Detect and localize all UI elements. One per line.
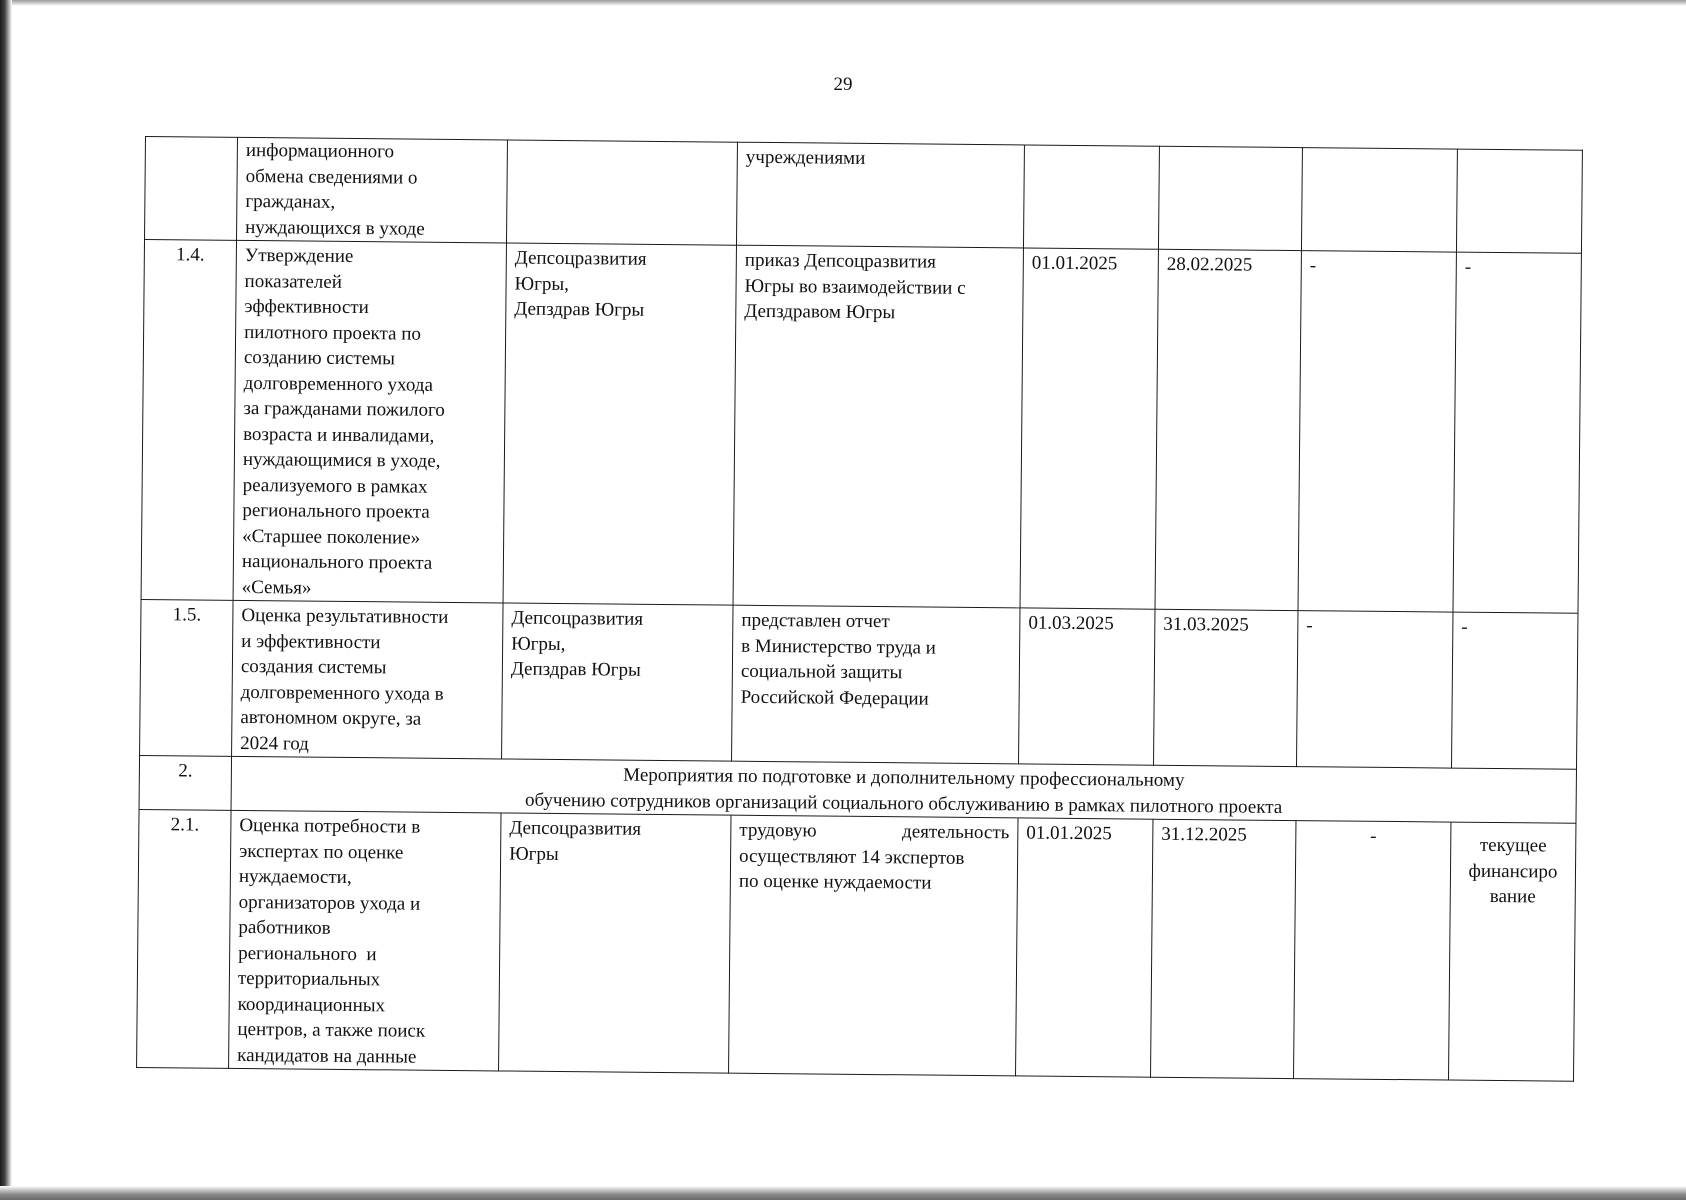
table-row [137, 809, 1576, 1081]
text-line: создания системы [240, 655, 387, 679]
text-line: за гражданами пожилого [243, 397, 445, 421]
text-line: Депсоцразвития [514, 247, 647, 270]
activity-cell [233, 240, 506, 603]
text-line: учреждениями [745, 146, 866, 169]
table-row [145, 137, 1583, 254]
text-line: трудовую деятельность [739, 819, 1010, 844]
text-line: осуществляют 14 экспертов [739, 845, 965, 869]
text-line: Депздрав Югры [510, 658, 641, 681]
text-line: приказ Депсоцразвития [744, 249, 937, 273]
text-line: регионального проекта [242, 499, 430, 523]
text-line: созданию системы [243, 346, 396, 370]
text-line: долговременного ухода [243, 372, 434, 396]
col8-cell [1448, 822, 1575, 1081]
text-line: нуждаемости, [238, 865, 352, 889]
text-line: кандидатов на данные [237, 1044, 417, 1068]
text-line: социальной защиты [740, 660, 903, 684]
text-line: Оценка результативности [241, 604, 449, 628]
executor-cell [503, 243, 736, 605]
col8-cell [1451, 612, 1577, 769]
text-line: реализуемого в рамках [242, 474, 428, 498]
scan-edge-left [0, 0, 12, 1200]
text-line: «Семья» [241, 576, 312, 599]
activity-cell [237, 137, 508, 243]
section-title-line: Мероприятия по подготовке и дополнительному профессиональному [623, 764, 1185, 792]
section-title-line: обучению сотрудников организаций социального обслуживанию в рамках пилотного проекта [524, 789, 1283, 818]
text-line: организаторов ухода и [238, 891, 421, 915]
text-line: Депсоцразвития [511, 607, 644, 630]
col7-cell: - [1298, 251, 1456, 612]
col8-cell [1453, 252, 1581, 613]
table-row [141, 240, 1581, 614]
scan-edge-bottom [0, 1186, 1686, 1200]
row-number-cell [145, 137, 238, 241]
text-line: Депсоцразвития [509, 817, 642, 840]
start-date-cell [1023, 145, 1159, 249]
start-date-cell: 01.01.2025 [1016, 818, 1153, 1077]
text-line: нуждающихся в уходе [245, 216, 425, 240]
end-date-cell: 31.12.2025 [1151, 819, 1296, 1078]
executor-cell [506, 140, 737, 245]
text-line: текущее [1479, 834, 1547, 857]
text-line: экспертах по оценке [239, 840, 404, 864]
text-line: национального проекта [241, 550, 433, 574]
text-line: Оценка потребности в [239, 814, 421, 838]
scan-edge-top [0, 0, 1686, 6]
text-line: нуждающимися в уходе, [242, 448, 441, 472]
start-date-cell: 01.01.2025 [1020, 248, 1158, 609]
text-line: Депздравом Югры [744, 300, 896, 324]
page-number: 29 [833, 74, 853, 95]
executor-cell [499, 813, 731, 1073]
text-line: Югры [509, 843, 559, 865]
text-line: долговременного ухода в [240, 681, 444, 705]
text-line: - [1461, 616, 1468, 638]
text-line: по оценке нуждаемости [738, 870, 932, 894]
text-line: обмена сведениями о [245, 165, 418, 189]
text-line: гражданах, [245, 190, 336, 213]
text-line: пилотного проекта по [244, 321, 422, 345]
text-line: в Министерство труда и [741, 635, 936, 659]
text-line: - [1464, 256, 1472, 278]
text-line: центров, а также поиск [237, 1018, 426, 1042]
text-line: Утверждение [244, 244, 354, 268]
text-line: регионального и [238, 942, 377, 965]
result-cell [729, 815, 1018, 1076]
text-line: и эффективности [241, 630, 381, 653]
text-line: представлен отчет [741, 609, 890, 633]
result-cell [736, 142, 1024, 248]
text-line: автономном округе, за [240, 706, 422, 730]
text-line: «Старшее поколение» [242, 525, 421, 549]
text-line: возраста и инвалидами, [243, 423, 435, 447]
end-date-cell: 28.02.2025 [1155, 249, 1301, 610]
table-row [140, 599, 1578, 769]
end-date-cell: 31.03.2025 [1154, 609, 1298, 766]
result-cell [733, 245, 1023, 608]
text-line: Югры во взаимодействии с [744, 275, 966, 299]
text-line: координационных [237, 993, 386, 1016]
text-line: показателей [244, 270, 343, 293]
measures-table [136, 136, 1583, 1082]
text-line: Депздрав Югры [514, 298, 645, 321]
start-date-cell: 01.03.2025 [1019, 608, 1155, 765]
text-line: финансиро [1468, 860, 1558, 883]
text-line: эффективности [244, 295, 369, 319]
row-number-cell: 1.5. [140, 599, 233, 756]
text-line: вание [1489, 885, 1536, 908]
text-line: Югры, [511, 633, 566, 655]
result-cell [732, 605, 1020, 764]
activity-cell [232, 600, 503, 759]
col7-cell: - [1297, 611, 1453, 768]
activity-cell [229, 810, 501, 1071]
row-number-cell: 2.1. [137, 809, 231, 1068]
text-line: Российской Федерации [740, 686, 929, 710]
text-line: работников [238, 916, 331, 939]
row-number-cell: 2. [139, 755, 232, 810]
col7-cell [1301, 148, 1457, 252]
col7-cell: - [1294, 821, 1451, 1080]
end-date-cell [1158, 146, 1302, 250]
row-number-cell: 1.4. [141, 240, 236, 601]
text-line: Югры, [514, 273, 570, 295]
text-line: территориальных [237, 967, 381, 991]
executor-cell [502, 603, 733, 761]
col8-cell [1456, 149, 1582, 253]
text-line: 2024 год [240, 732, 309, 755]
text-line: информационного [245, 139, 395, 163]
